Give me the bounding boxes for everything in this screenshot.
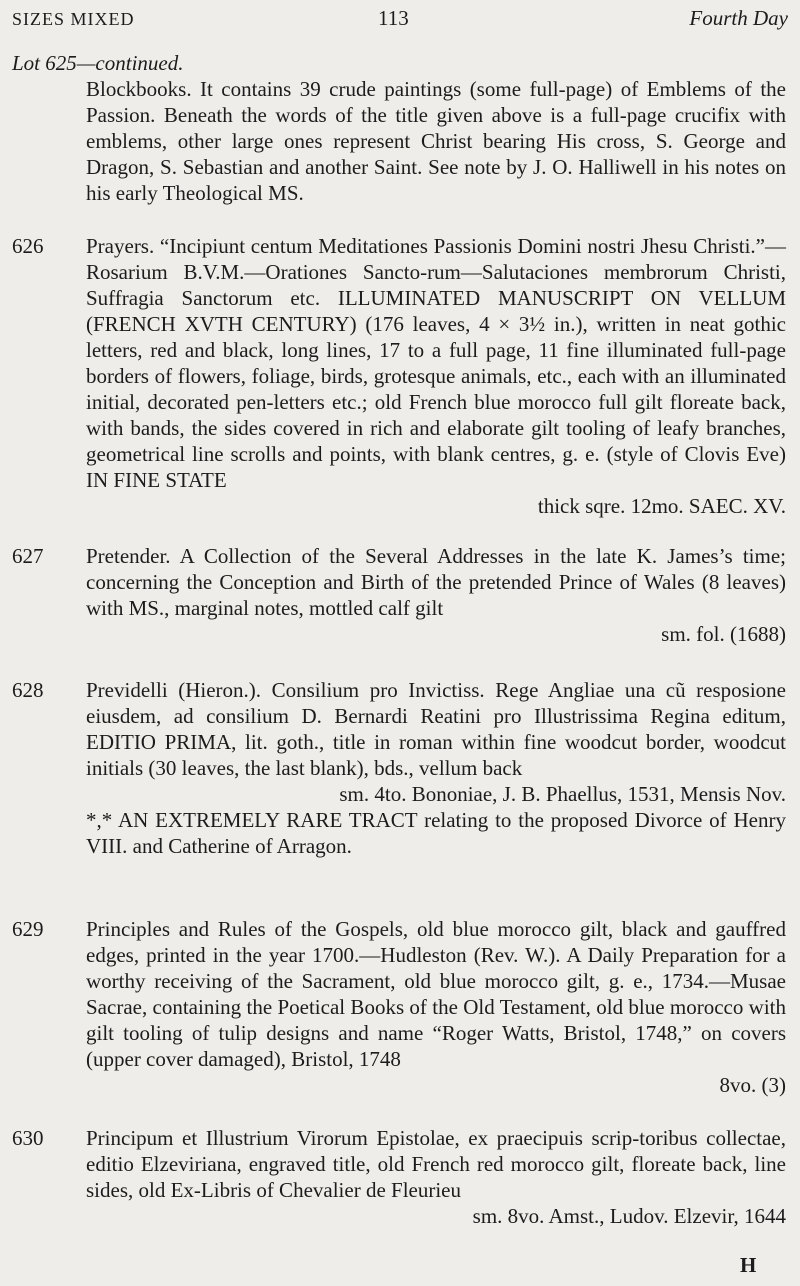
lot-format: sm. fol. (1688)	[661, 622, 786, 646]
page-number: 113	[378, 6, 409, 30]
lot-number: 629	[12, 917, 44, 941]
lot-note: *,* AN EXTREMELY RARE TRACT relating to the proposed Divorce of Henry VIII. and Catherine of Arragon.	[86, 808, 786, 858]
lot-625-title: Lot 625—continued.	[12, 51, 184, 75]
lot-630	[12, 1125, 786, 1229]
lot-number: 630	[12, 1126, 44, 1150]
lot-format: sm. 8vo. Amst., Ludov. Elzevir, 1644	[472, 1204, 786, 1228]
lot-629	[12, 916, 786, 1098]
lot-description: Previdelli (Hieron.). Consilium pro Invictiss. Rege Angliae una cũ resposione eiusdem, ad consilium D. Bernardi Reatini pro Illustrissima Regina editum, EDITIO PRIMA, lit. goth., title in roman within fine woodcut border, woodcut initials (30 leaves, the last blank), bds., vellum back	[86, 678, 786, 780]
lot-number: 628	[12, 678, 44, 702]
lot-description: Principles and Rules of the Gospels, old blue morocco gilt, black and gauffred edges, printed in the year 1700.—Hudleston (Rev. W.). A Daily Preparation for a worthy receiving of the Sacrament, old blue morocco gilt, g. e., 1734.—Musae Sacrae, containing the Poetical Books of the Old Testament, old blue morocco with gilt tooling of tulip designs and name “Roger Watts, Bristol, 1748,” on covers (upper cover damaged), Bristol, 1748	[86, 917, 786, 1071]
header-right: Fourth Day	[689, 6, 788, 30]
lot-627	[12, 543, 786, 647]
lot-number: 627	[12, 544, 44, 568]
lot-description: Pretender. A Collection of the Several Addresses in the late K. James’s time; concerning the Conception and Birth of the pretended Prince of Wales (8 leaves) with MS., marginal notes, mottled calf gilt	[86, 544, 786, 620]
signature-mark: H	[740, 1253, 757, 1277]
lot-format: thick sqre. 12mo. SAEC. XV.	[537, 494, 786, 518]
lot-626	[12, 233, 786, 519]
lot-625-text: Blockbooks. It contains 39 crude paintings (some full-page) of Emblems of the Passion. Beneath the words of the title given above is a full-page crucifix with emblems, other large ones represent Christ bearing His cross, S. George and Dragon, S. Sebastian and another Saint. See note by J. O. Halliwell in his notes on his early Theological MS.	[86, 77, 786, 205]
lot-format: sm. 4to. Bononiae, J. B. Phaellus, 1531, Mensis Nov.	[339, 782, 786, 806]
lot-description: Principum et Illustrium Virorum Epistolae, ex praecipuis scrip-toribus collectae, editio Elzeviriana, engraved title, old French red morocco gilt, floreate back, line sides, old Ex-Libris of Chevalier de Fleurieu	[86, 1126, 786, 1202]
header-left: SIZES MIXED	[12, 9, 135, 29]
lot-number: 626	[12, 234, 44, 258]
lot-description: Prayers. “Incipiunt centum Meditationes Passionis Domini nostri Jhesu Christi.”—Rosarium B.V.M.—Orationes Sancto-rum—Salutaciones membrorum Christi, Suffragia Sanctorum etc. ILLUMINATED MANUSCRIPT ON VELLUM (FRENCH XVTH CENTURY) (176 leaves, 4 × 3½ in.), written in neat gothic letters, red and black, long lines, 17 to a full page, 11 fine illuminated full-page borders of flowers, foliage, birds, grotesque animals, etc., each with an illuminated initial, decorated pen-letters etc.; old French blue morocco full gilt floreate back, with bands, the sides covered in rich and elaborate gilt tooling of leafy branches, geometrical line scrolls and points, with blank centres, g. e. (style of Clovis Eve) IN FINE STATE	[86, 234, 786, 492]
lot-628	[12, 677, 786, 859]
running-header	[12, 6, 788, 40]
lot-format: 8vo. (3)	[719, 1073, 786, 1097]
lot-625-continued	[12, 50, 786, 206]
